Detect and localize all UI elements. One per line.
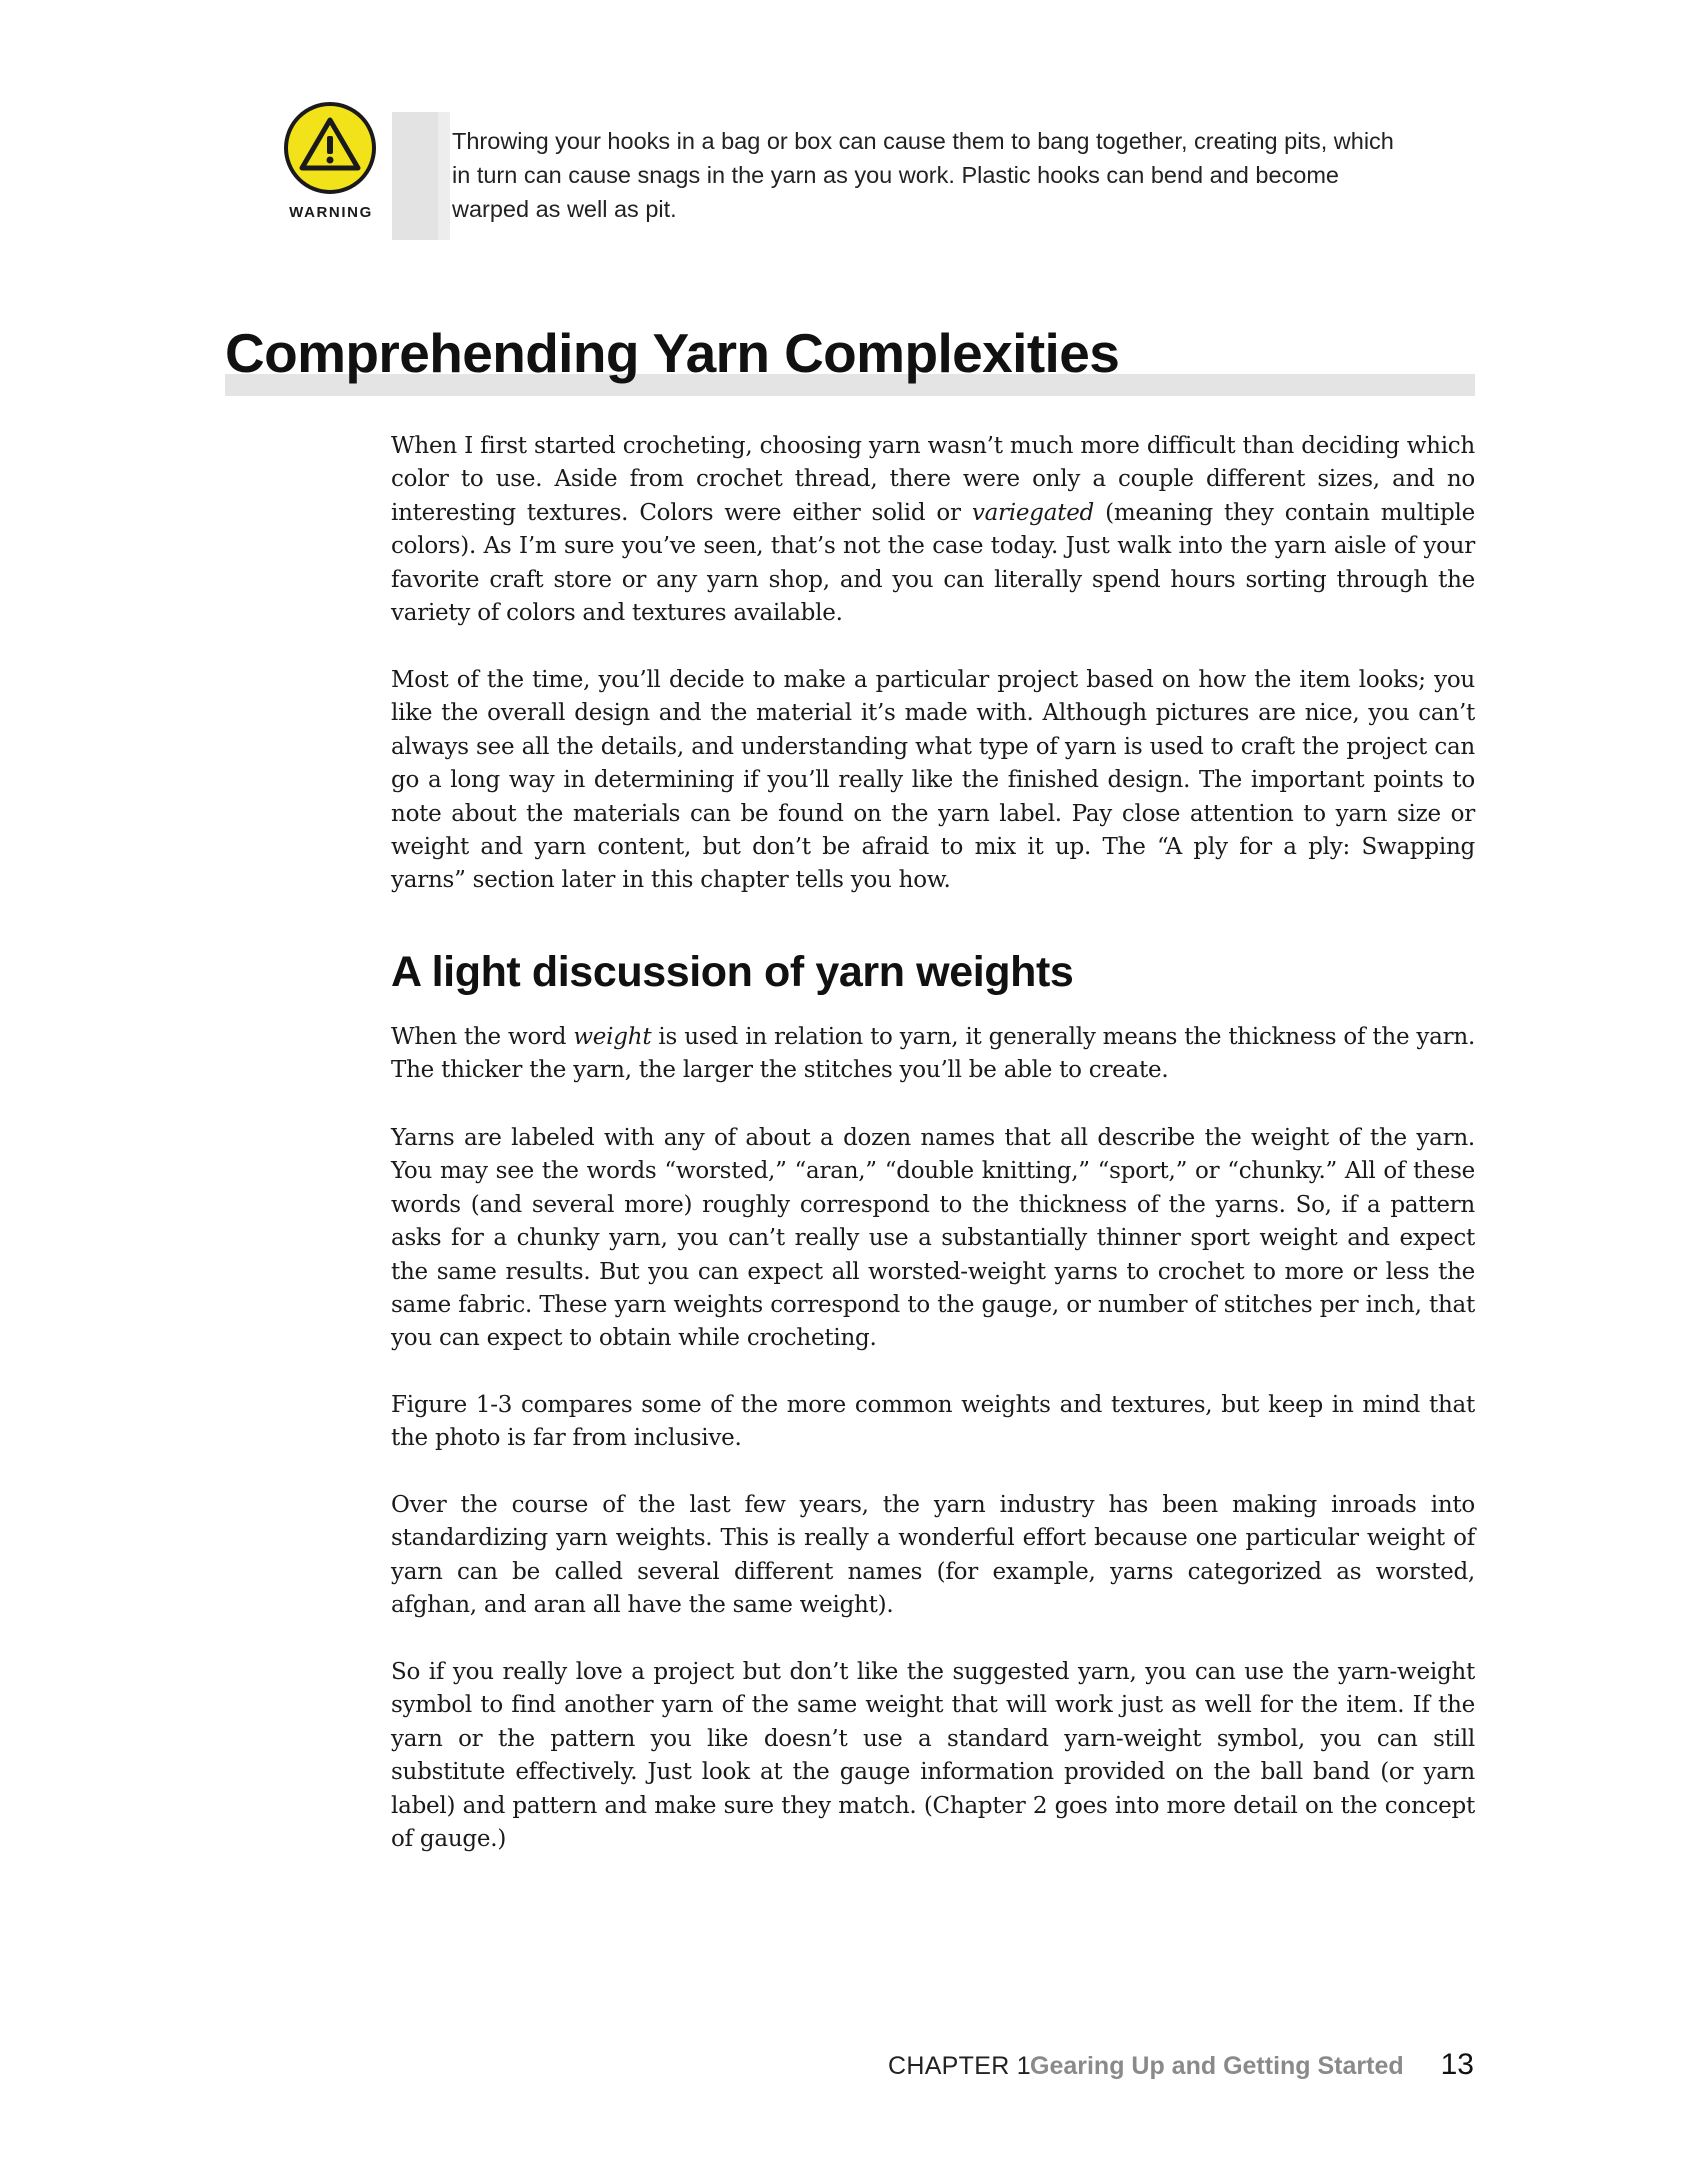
warning-side-bar-edge	[438, 112, 450, 240]
paragraph-text: Figure 1-3 compares some of the more common weights and textures, but keep in mind that the photo is far from inclusive.	[391, 1392, 1475, 1452]
section-heading: Comprehending Yarn Complexities	[225, 322, 1120, 384]
subheading: A light discussion of yarn weights	[391, 948, 1074, 996]
paragraph-text: is used in relation to yarn, it generally means the thickness of the yarn. The thicker the yarn, the larger the stitches you’ll be able to create.	[391, 1024, 1475, 1084]
paragraph-standardization	[391, 1489, 1475, 1623]
paragraph-project-choice	[391, 664, 1475, 898]
paragraph-weight-definition	[391, 1021, 1475, 1088]
paragraph-text: When I first started crocheting, choosing yarn wasn’t much more difficult than deciding which color to use. Aside from crochet thread, there were only a couple different sizes, and no interesting textures. Colors were either solid or	[391, 433, 1475, 526]
page-footer	[880, 2046, 1480, 2086]
page-number: 13	[1440, 2048, 1474, 2081]
warning-side-bar	[392, 112, 440, 240]
warning-text: Throwing your hooks in a bag or box can cause them to bang together, creating pits, which in turn can cause snags in the yarn as you work. Plastic hooks can bend and become warped as well as pit.	[452, 128, 1394, 222]
paragraph-text: Yarns are labeled with any of about a dozen names that all describe the weight of the yarn. You may see the words “worsted,” “aran,” “double knitting,” “sport,” or “chunky.” All of these words (and several more) roughly correspond to the thickness of the yarns. So, if a pattern asks for a chunky yarn, you can’t really use a substantially thinner sport weight and expect the same results. But you can expect all worsted-weight yarns to crochet to more or less the same fabric. These yarn weights correspond to the gauge, or number of stitches per inch, that you can expect to obtain while crocheting.	[391, 1125, 1475, 1352]
paragraph-intro	[391, 430, 1475, 630]
paragraph-text: (meaning they contain multiple colors). As I’m sure you’ve seen, that’s not the case today. Just walk into the yarn aisle of your favorite craft store or any yarn shop, and you can literally spend hours sorting through the variety of colors and textures available.	[391, 499, 1475, 627]
warning-callout	[282, 98, 1482, 248]
paragraph-weight-names	[391, 1122, 1475, 1356]
footer-chapter: CHAPTER 1	[888, 2052, 1032, 2080]
paragraph-figure-reference	[391, 1389, 1475, 1456]
emphasis-text: variegated	[971, 499, 1095, 526]
warning-triangle-icon	[282, 100, 378, 196]
subheading-block	[391, 944, 1475, 1000]
emphasis-text: weight	[573, 1024, 652, 1050]
paragraph-text: Over the course of the last few years, the yarn industry has been making inroads into standardizing yarn weights. This is really a wonderful effort because one particular weight of yarn can be called several different names (for example, yarns categorized as worsted, afghan, and aran all have the same weight).	[391, 1492, 1475, 1619]
paragraph-text: Most of the time, you’ll decide to make a particular project based on how the item looks; you like the overall design and the material it’s made with. Although pictures are nice, you can’t always see all the details, and understanding what type of yarn is used to craft the project can go a long way in determining if you’ll really like the finished design. The important points to note about the materials can be found on the yarn label. Pay close attention to yarn size or weight and yarn content, but don’t be afraid to mix it up. The “A ply for a ply: Swapping yarns” section later in this chapter tells you how.	[391, 667, 1475, 894]
footer-chapter-title: Gearing Up and Getting Started	[1030, 2052, 1404, 2080]
paragraph-text: So if you really love a project but don’t like the suggested yarn, you can use the yarn-weight symbol to find another yarn of the same weight that will work just as well for the item. If the yarn or the pattern you like doesn’t use a standard yarn-weight symbol, you can still substitute effectively. Just look at the gauge information provided on the ball band (or yarn label) and pattern and make sure they match. (Chapter 2 goes into more detail on the concept of gauge.)	[391, 1659, 1475, 1853]
paragraph-substitution	[391, 1656, 1475, 1856]
paragraph-text: When the word	[391, 1024, 574, 1050]
section-heading-block	[225, 318, 1475, 398]
warning-label: WARNING	[289, 204, 373, 221]
